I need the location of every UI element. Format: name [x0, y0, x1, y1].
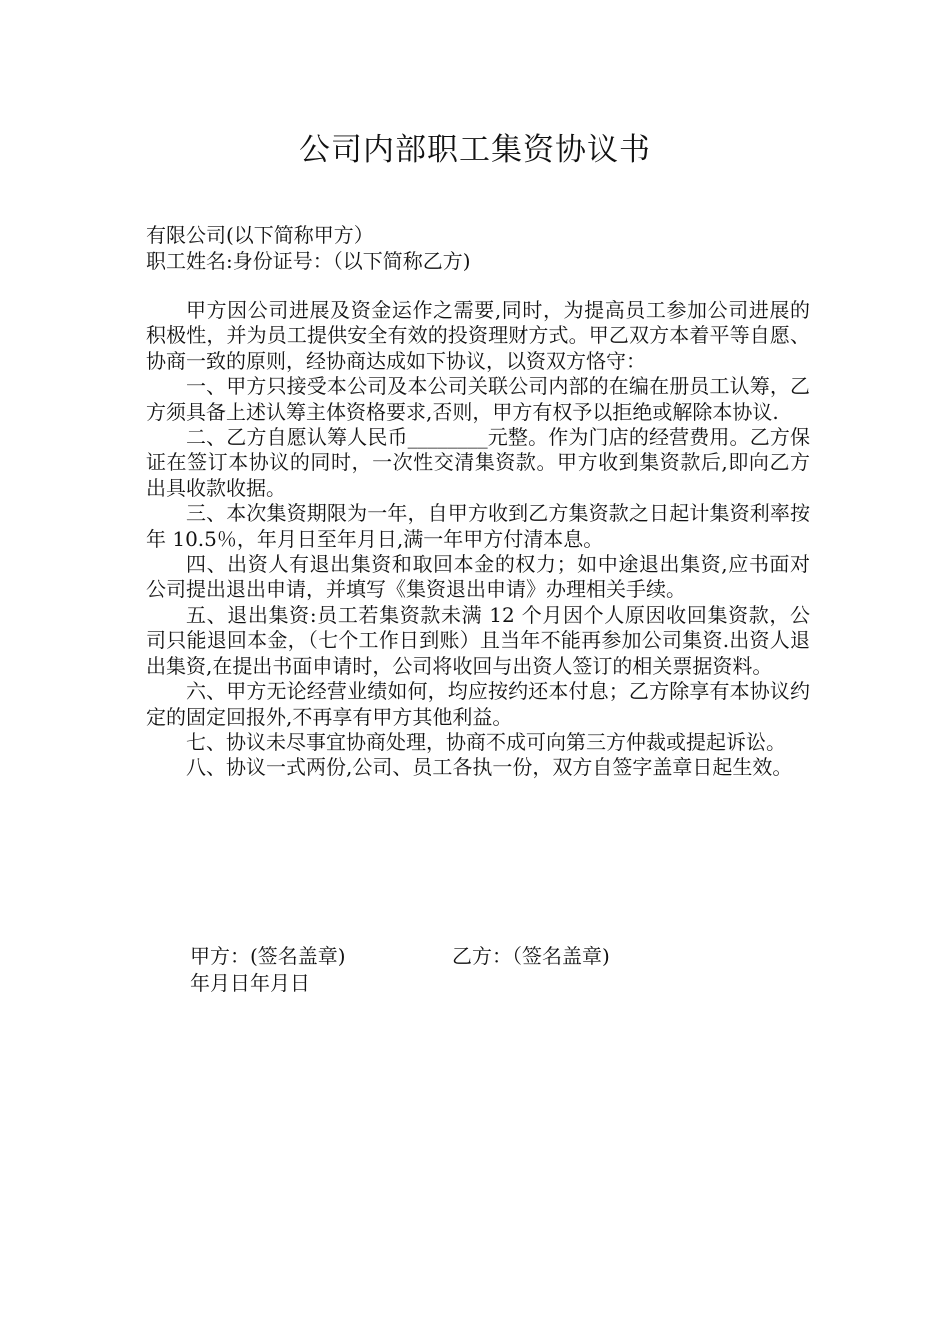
clause-6: 六、甲方无论经营业绩如何，均应按约还本付息；乙方除享有本协议约定的固定回报外,不再享有甲方其他利益。: [146, 679, 810, 729]
clause-2: 二、乙方自愿认筹人民币________元整。作为门店的经营费用。乙方保证在签订本协议的同时，一次性交清集资款。甲方收到集资款后,即向乙方出具收款收据。: [146, 425, 810, 500]
party-b-signature: 乙方：（签名盖章): [452, 944, 610, 968]
party-b-line: 职工姓名:身份证号：（以下简称乙方): [146, 249, 471, 273]
party-a-signature: 甲方：(签名盖章): [190, 944, 346, 968]
signature-date: 年月日年月日: [190, 971, 310, 995]
parties-block: [146, 222, 816, 274]
agreement-body: [146, 298, 810, 781]
clause-1: 一、甲方只接受本公司及本公司关联公司内部的在编在册员工认筹，乙方须具备上述认筹主体资格要求,否则，甲方有权予以拒绝或解除本协议.: [146, 374, 810, 424]
clause-5: 五、退出集资:员工若集资款未满 12 个月因个人原因收回集资款，公司只能退回本金，（七个工作日到账）且当年不能再参加公司集资.出资人退出集资,在提出书面申请时，公司将收回与出资人签订的相关票据资料。: [146, 602, 810, 678]
party-a-line: 有限公司(以下简称甲方）: [146, 223, 374, 247]
clause-4: 四、出资人有退出集资和取回本金的权力；如中途退出集资,应书面对公司提出退出申请，并填写《集资退出申请》办理相关手续。: [146, 552, 810, 602]
clause-7: 七、协议未尽事宜协商处理，协商不成可向第三方仲裁或提起诉讼。: [186, 729, 786, 754]
preamble-paragraph: 甲方因公司进展及资金运作之需要,同时，为提高员工参加公司进展的积极性，并为员工提供安全有效的投资理财方式。甲乙双方本着平等自愿、协商一致的原则，经协商达成如下协议，以资双方恪守：: [146, 298, 810, 373]
signature-row: [190, 943, 810, 969]
clause-8: 八、协议一式两份,公司、员工各执一份，双方自签字盖章日起生效。: [186, 755, 793, 780]
clause-3: 三、本次集资期限为一年，自甲方收到乙方集资款之日起计集资利率按年 10.5％，年月日至年月日,满一年甲方付清本息。: [146, 501, 810, 551]
document-title: 公司内部职工集资协议书: [299, 132, 651, 168]
